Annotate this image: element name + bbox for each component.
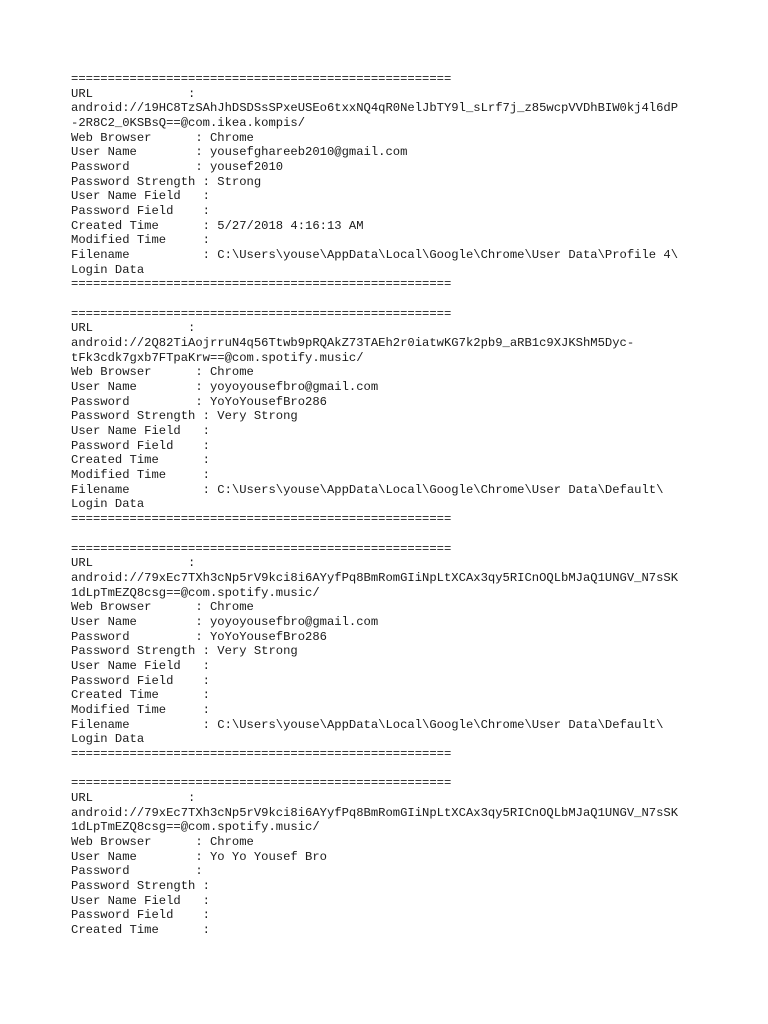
field-user-name: User Name : yousefghareeb2010@gmail.com xyxy=(71,145,408,160)
field-password-field: Password Field : xyxy=(71,204,210,219)
field-filename-continued: Login Data xyxy=(71,732,145,747)
field-password: Password : xyxy=(71,864,203,879)
field-password-strength: Password Strength : Very Strong xyxy=(71,644,298,659)
field-user-name-field: User Name Field : xyxy=(71,658,210,673)
field-web-browser: Web Browser : Chrome xyxy=(71,600,254,615)
credential-record xyxy=(71,542,768,762)
separator-top: ==================================================== xyxy=(71,776,452,791)
field-modified-time: Modified Time : xyxy=(71,233,210,248)
field-user-name-field: User Name Field : xyxy=(71,189,210,204)
field-web-browser: Web Browser : Chrome xyxy=(71,834,254,849)
url-value-continued: 1dLpTmEZQ8csg==@com.spotify.music/ xyxy=(71,585,320,600)
field-password: Password : yousef2010 xyxy=(71,160,284,175)
credential-record xyxy=(71,776,768,937)
field-user-name-field: User Name Field : xyxy=(71,893,210,908)
field-created-time: Created Time : 5/27/2018 4:16:13 AM xyxy=(71,218,364,233)
field-password-strength: Password Strength : xyxy=(71,878,210,893)
field-user-name: User Name : Yo Yo Yousef Bro xyxy=(71,849,327,864)
field-web-browser: Web Browser : Chrome xyxy=(71,365,254,380)
field-password-field: Password Field : xyxy=(71,438,210,453)
url-value: android://19HC8TzSAhJhDSDSsSPxeUSEo6txxNQ4qR0NelJbTY9l_sLrf7j_z85wcpVVDhBIW0kj4l6dP xyxy=(71,101,679,116)
separator-top: ==================================================== xyxy=(71,541,452,556)
field-password-strength: Password Strength : Very Strong xyxy=(71,409,298,424)
record-gap xyxy=(71,527,768,542)
record-gap xyxy=(71,292,768,307)
field-filename-continued: Login Data xyxy=(71,262,145,277)
separator-top: ==================================================== xyxy=(71,72,452,86)
field-created-time: Created Time : xyxy=(71,922,210,937)
field-created-time: Created Time : xyxy=(71,453,210,468)
field-user-name: User Name : yoyoyousefbro@gmail.com xyxy=(71,380,379,395)
field-password: Password : YoYoYousefBro286 xyxy=(71,629,327,644)
field-user-name: User Name : yoyoyousefbro@gmail.com xyxy=(71,614,379,629)
url-value-continued: tFk3cdk7gxb7FTpaKrw==@com.spotify.music/ xyxy=(71,350,364,365)
url-label: URL : xyxy=(71,790,196,805)
separator-bottom: ==================================================== xyxy=(71,746,452,761)
field-password-field: Password Field : xyxy=(71,673,210,688)
separator-bottom: ==================================================== xyxy=(71,512,452,527)
record-gap xyxy=(71,762,768,777)
field-filename: Filename : C:\Users\youse\AppData\Local\Google\Chrome\User Data\Default\ xyxy=(71,482,664,497)
field-modified-time: Modified Time : xyxy=(71,468,210,483)
field-filename: Filename : C:\Users\youse\AppData\Local\Google\Chrome\User Data\Profile 4\ xyxy=(71,248,679,263)
field-filename-continued: Login Data xyxy=(71,497,145,512)
credential-record xyxy=(71,307,768,527)
credential-record xyxy=(71,72,768,292)
url-label: URL : xyxy=(71,321,196,336)
url-value-continued: -2R8C2_0KSBsQ==@com.ikea.kompis/ xyxy=(71,116,306,131)
field-web-browser: Web Browser : Chrome xyxy=(71,130,254,145)
url-value: android://2Q82TiAojrruN4q56Ttwb9pRQAkZ73TAEh2r0iatwKG7k2pb9_aRB1c9XJKShM5Dyc- xyxy=(71,336,635,351)
field-password-strength: Password Strength : Strong xyxy=(71,174,262,189)
url-value-continued: 1dLpTmEZQ8csg==@com.spotify.music/ xyxy=(71,820,320,835)
field-filename: Filename : C:\Users\youse\AppData\Local\Google\Chrome\User Data\Default\ xyxy=(71,717,664,732)
field-modified-time: Modified Time : xyxy=(71,702,210,717)
separator-bottom: ==================================================== xyxy=(71,277,452,292)
field-password-field: Password Field : xyxy=(71,908,210,923)
url-value: android://79xEc7TXh3cNp5rV9kci8i6AYyfPq8BmRomGIiNpLtXCAx3qy5RICnOQLbMJaQ1UNGV_N7sSK xyxy=(71,805,679,820)
field-user-name-field: User Name Field : xyxy=(71,424,210,439)
url-label: URL : xyxy=(71,556,196,571)
field-created-time: Created Time : xyxy=(71,688,210,703)
separator-top: ==================================================== xyxy=(71,306,452,321)
field-password: Password : YoYoYousefBro286 xyxy=(71,394,327,409)
url-label: URL : xyxy=(71,86,196,101)
url-value: android://79xEc7TXh3cNp5rV9kci8i6AYyfPq8BmRomGIiNpLtXCAx3qy5RICnOQLbMJaQ1UNGV_N7sSK xyxy=(71,570,679,585)
